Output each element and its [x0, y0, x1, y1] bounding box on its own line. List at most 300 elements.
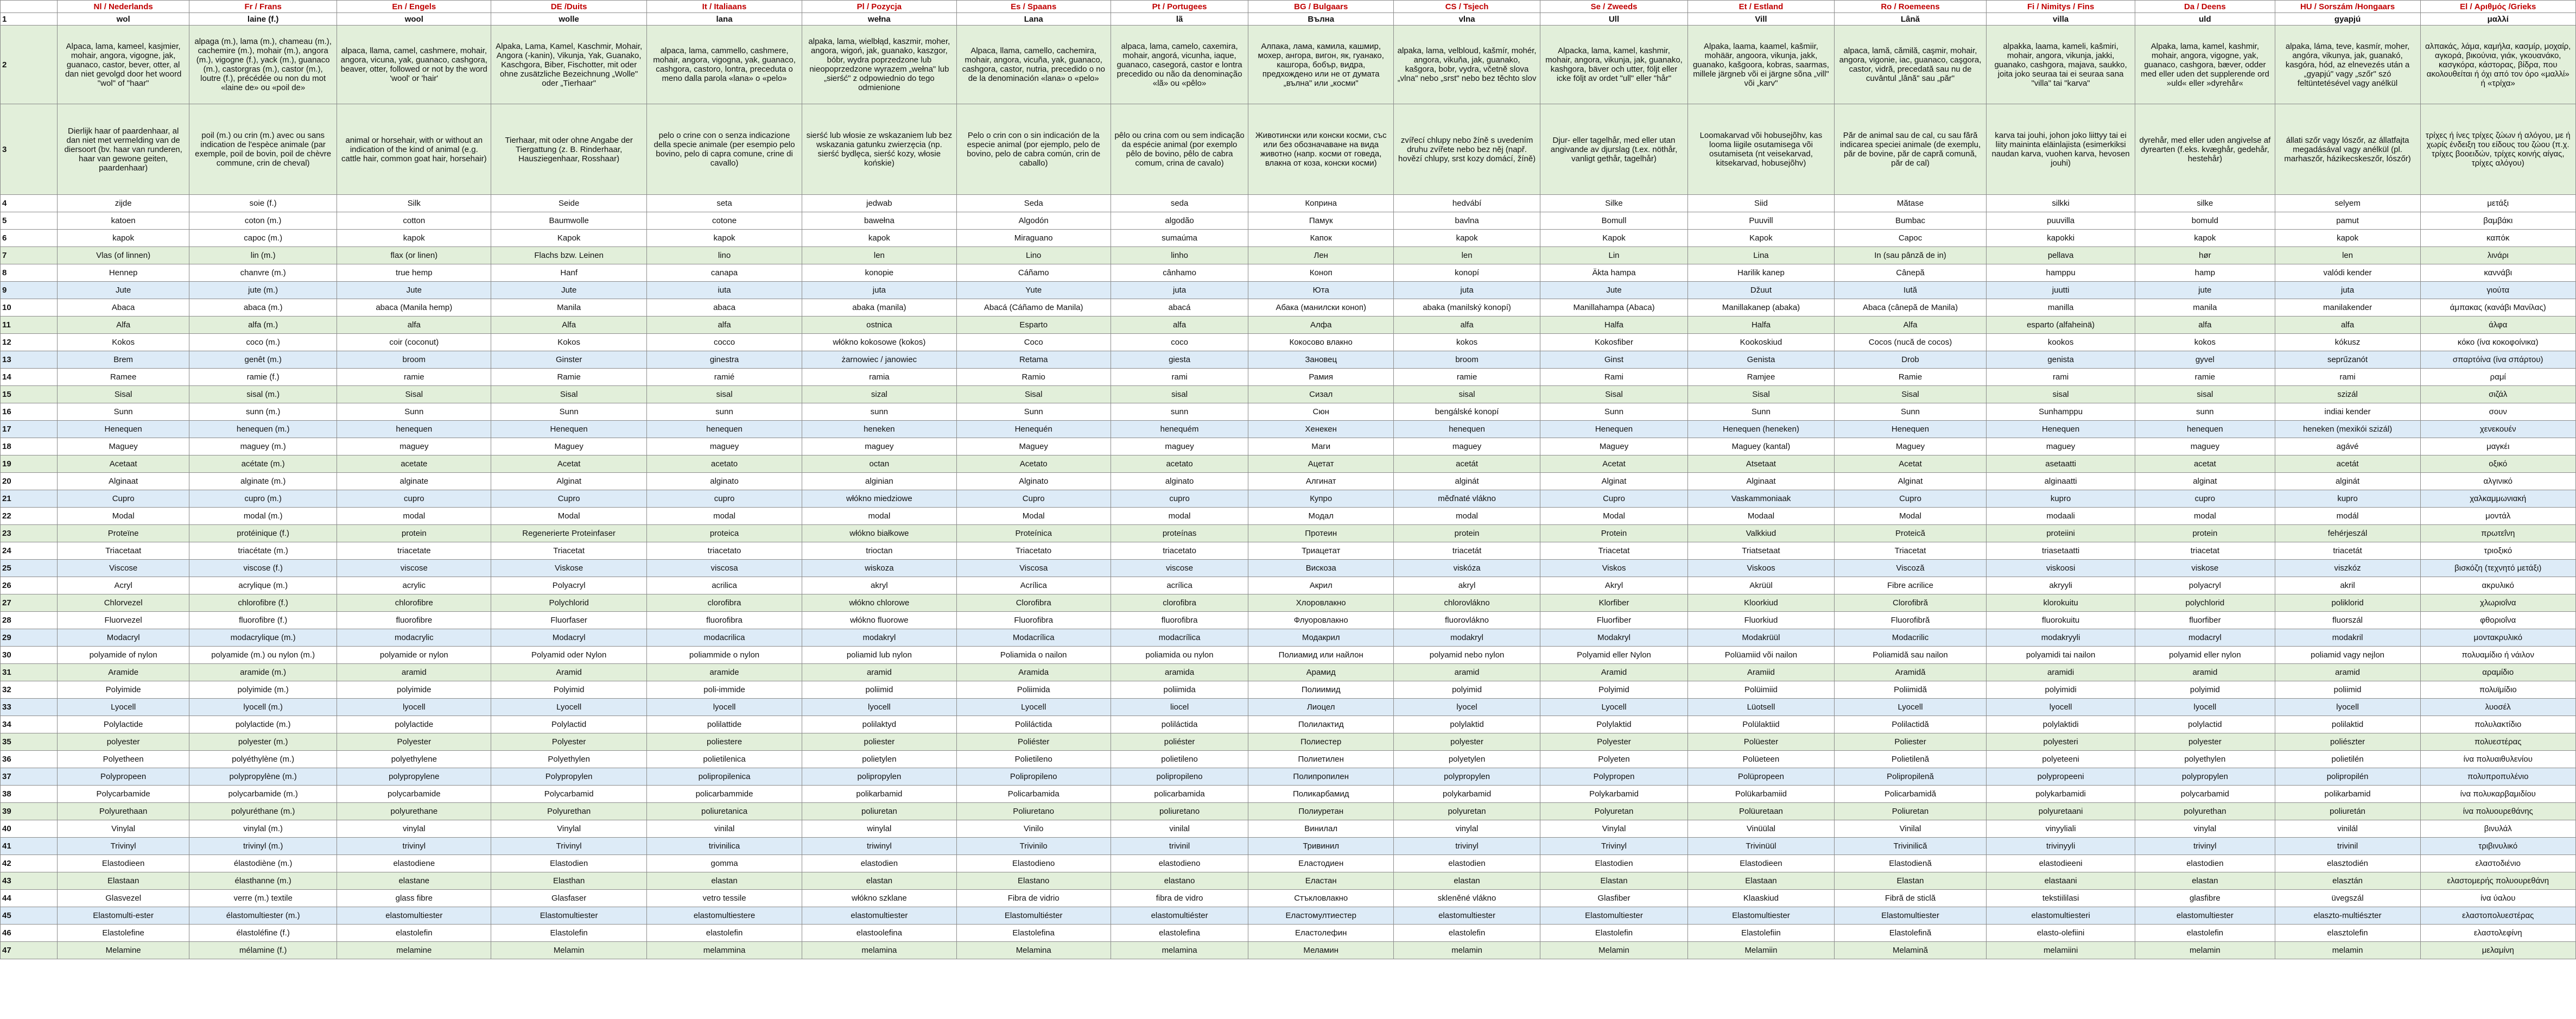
table-cell[interactable]: elastan	[646, 872, 802, 890]
table-cell[interactable]: lyocel	[1394, 699, 1540, 716]
table-cell[interactable]: Jute	[58, 282, 189, 299]
table-cell[interactable]: aramid	[2275, 664, 2420, 681]
table-cell[interactable]: Modal	[1540, 508, 1688, 525]
table-cell[interactable]: Polyester	[337, 733, 491, 751]
table-cell[interactable]: Полиимид	[1248, 681, 1394, 699]
table-cell[interactable]: modal	[1394, 508, 1540, 525]
table-cell[interactable]: Alfa	[1834, 317, 1986, 334]
table-cell[interactable]: Alpaka, lama, kamel, kashmir, mohair, angora, vigogne, yak, guanaco, cashgora, bæver, odder med eller uden det supplerende ord »uld« eller »dyrehår«	[2135, 26, 2275, 104]
table-cell[interactable]: Fluorkiud	[1688, 612, 1835, 629]
table-cell[interactable]: elastomultiester	[1394, 907, 1540, 925]
table-cell[interactable]: soie (f.)	[189, 195, 337, 212]
table-cell[interactable]: polilattide	[646, 716, 802, 733]
table-cell[interactable]: triasetaatti	[1987, 542, 2135, 560]
table-cell[interactable]: aramid	[1394, 664, 1540, 681]
table-cell[interactable]: poliuretán	[2275, 803, 2420, 820]
table-cell[interactable]: Sunn	[1688, 403, 1835, 421]
table-cell[interactable]: kupro	[2275, 490, 2420, 508]
table-cell[interactable]: konopí	[1394, 264, 1540, 282]
table-cell[interactable]: winylal	[802, 820, 956, 838]
table-cell[interactable]: agávé	[2275, 438, 2420, 455]
row-number-cell[interactable]: 33	[1, 699, 58, 716]
table-cell[interactable]: polietylen	[802, 751, 956, 768]
table-cell[interactable]: coco (m.)	[189, 334, 337, 351]
table-cell[interactable]: wolle	[491, 13, 646, 26]
table-cell[interactable]: Ull	[1540, 13, 1688, 26]
table-cell[interactable]: kookos	[1987, 334, 2135, 351]
table-cell[interactable]: skleněné vlákno	[1394, 890, 1540, 907]
table-cell[interactable]: Polycarbamide	[58, 786, 189, 803]
table-cell[interactable]: Kapok	[1540, 230, 1688, 247]
table-cell[interactable]: modakril	[2275, 629, 2420, 647]
table-cell[interactable]: Aramid	[491, 664, 646, 681]
table-cell[interactable]: modal	[2135, 508, 2275, 525]
table-cell[interactable]: πολυλακτίδιο	[2420, 716, 2576, 733]
table-cell[interactable]: polyamid eller nylon	[2135, 647, 2275, 664]
row-number-cell[interactable]: 44	[1, 890, 58, 907]
table-cell[interactable]: kapok	[58, 230, 189, 247]
table-cell[interactable]: poliimid	[2275, 681, 2420, 699]
table-cell[interactable]: poliuretano	[1111, 803, 1248, 820]
table-cell[interactable]: pamut	[2275, 212, 2420, 230]
table-cell[interactable]: τριοξικό	[2420, 542, 2576, 560]
table-cell[interactable]: Capoc	[1834, 230, 1986, 247]
table-cell[interactable]: polycarbamide (m.)	[189, 786, 337, 803]
table-cell[interactable]: polyester	[2135, 733, 2275, 751]
table-cell[interactable]: Clorofibra	[956, 594, 1111, 612]
table-cell[interactable]: Polyurethan	[491, 803, 646, 820]
table-cell[interactable]: acetato	[1111, 455, 1248, 473]
table-cell[interactable]: Polyimide	[58, 681, 189, 699]
table-cell[interactable]: Polipropileno	[956, 768, 1111, 786]
table-cell[interactable]: Protein	[1540, 525, 1688, 542]
table-cell[interactable]: sisal	[1111, 386, 1248, 403]
table-cell[interactable]: proteica	[646, 525, 802, 542]
row-number-header[interactable]	[1, 1, 58, 13]
table-cell[interactable]: Alpaka, laama, kaamel, kašmiir, mohäär, angoora, vikunja, jakk, guanako, kašgoora, kobras, saarmas, millele järgneb või ei järgne sõna „vill" või „karv"	[1688, 26, 1835, 104]
table-cell[interactable]: Sisal	[956, 386, 1111, 403]
table-cell[interactable]: coco	[1111, 334, 1248, 351]
table-cell[interactable]: Polülaktiid	[1688, 716, 1835, 733]
table-cell[interactable]: elastodien	[802, 855, 956, 872]
table-cell[interactable]: Seda	[956, 195, 1111, 212]
table-cell[interactable]: vinilal	[1111, 820, 1248, 838]
table-cell[interactable]: Bomull	[1540, 212, 1688, 230]
table-cell[interactable]: lyocell (m.)	[189, 699, 337, 716]
table-cell[interactable]: Äkta hampa	[1540, 264, 1688, 282]
table-cell[interactable]: Lyocell	[491, 699, 646, 716]
table-cell[interactable]: maguey	[802, 438, 956, 455]
table-cell[interactable]: heneken (mexikói szizál)	[2275, 421, 2420, 438]
table-cell[interactable]: poliamid vagy nejlon	[2275, 647, 2420, 664]
table-cell[interactable]: acetát	[1394, 455, 1540, 473]
table-cell[interactable]: vinylal (m.)	[189, 820, 337, 838]
table-cell[interactable]: Elastolefină	[1834, 925, 1986, 942]
table-cell[interactable]: puuvilla	[1987, 212, 2135, 230]
table-cell[interactable]: ramie (f.)	[189, 369, 337, 386]
table-cell[interactable]: Sisal	[1834, 386, 1986, 403]
table-cell[interactable]: Alfa	[491, 317, 646, 334]
table-cell[interactable]: Cáñamo	[956, 264, 1111, 282]
table-cell[interactable]: Harilik kanep	[1688, 264, 1835, 282]
table-cell[interactable]: polyester	[1394, 733, 1540, 751]
table-cell[interactable]: trivinyl (m.)	[189, 838, 337, 855]
table-cell[interactable]: Ramjee	[1688, 369, 1835, 386]
table-cell[interactable]: Henequen	[1987, 421, 2135, 438]
table-cell[interactable]: Алпака, лама, камила, кашмир, мохер, ангора, вигон, як, гуанако, кашгора, бобър, видра, предхождено или не от думата „вълна" или „косми"	[1248, 26, 1394, 104]
table-cell[interactable]: Trivinyl	[491, 838, 646, 855]
table-cell[interactable]: ostnica	[802, 317, 956, 334]
table-cell[interactable]: Fibre acrilice	[1834, 577, 1986, 594]
table-cell[interactable]: aramide	[646, 664, 802, 681]
table-cell[interactable]: elastano	[1111, 872, 1248, 890]
table-cell[interactable]: kokos	[1394, 334, 1540, 351]
table-cell[interactable]: Коноп	[1248, 264, 1394, 282]
table-cell[interactable]: elastan	[1394, 872, 1540, 890]
table-cell[interactable]: Lina	[1688, 247, 1835, 264]
table-cell[interactable]: polietilén	[2275, 751, 2420, 768]
table-cell[interactable]: protein	[337, 525, 491, 542]
table-cell[interactable]: Ramee	[58, 369, 189, 386]
table-cell[interactable]: akryl	[802, 577, 956, 594]
table-cell[interactable]: alfa	[337, 317, 491, 334]
language-header-5[interactable]: It / Italiaans	[646, 1, 802, 13]
table-cell[interactable]: Melamin	[1540, 942, 1688, 959]
row-number-cell[interactable]: 21	[1, 490, 58, 508]
table-cell[interactable]: acetato	[646, 455, 802, 473]
row-number-cell[interactable]: 13	[1, 351, 58, 369]
table-cell[interactable]: μετάξι	[2420, 195, 2576, 212]
table-cell[interactable]: Trivinilo	[956, 838, 1111, 855]
table-cell[interactable]: cupro	[646, 490, 802, 508]
table-cell[interactable]: élasthanne (m.)	[189, 872, 337, 890]
table-cell[interactable]: capoc (m.)	[189, 230, 337, 247]
table-cell[interactable]: Lyocell	[956, 699, 1111, 716]
table-cell[interactable]: elastolefin	[1394, 925, 1540, 942]
table-cell[interactable]: Sunhamppu	[1987, 403, 2135, 421]
table-cell[interactable]: Cupro	[1834, 490, 1986, 508]
table-cell[interactable]: Модакрил	[1248, 629, 1394, 647]
table-cell[interactable]: lyocell	[646, 699, 802, 716]
table-cell[interactable]: kapokki	[1987, 230, 2135, 247]
table-cell[interactable]: Melamina	[956, 942, 1111, 959]
table-cell[interactable]: trivinyl	[1394, 838, 1540, 855]
table-cell[interactable]: Sisal	[58, 386, 189, 403]
table-cell[interactable]: Elastolefiin	[1688, 925, 1835, 942]
table-cell[interactable]: Лен	[1248, 247, 1394, 264]
table-cell[interactable]: Abacá (Cáñamo de Manila)	[956, 299, 1111, 317]
table-cell[interactable]: Elastolefin	[491, 925, 646, 942]
table-cell[interactable]: viskose	[2135, 560, 2275, 577]
table-cell[interactable]: manila	[2135, 299, 2275, 317]
table-cell[interactable]: Polüeteen	[1688, 751, 1835, 768]
table-cell[interactable]: Elastano	[956, 872, 1111, 890]
table-cell[interactable]: Viscose	[58, 560, 189, 577]
table-cell[interactable]: modacrilica	[646, 629, 802, 647]
table-cell[interactable]: trivinil	[1111, 838, 1248, 855]
table-cell[interactable]: Acrílica	[956, 577, 1111, 594]
table-cell[interactable]: laine (f.)	[189, 13, 337, 26]
table-cell[interactable]: Sisal	[337, 386, 491, 403]
table-cell[interactable]: Maguey	[58, 438, 189, 455]
table-cell[interactable]: Kapok	[491, 230, 646, 247]
table-cell[interactable]: καννάβι	[2420, 264, 2576, 282]
table-cell[interactable]: Manillakanep (abaka)	[1688, 299, 1835, 317]
table-cell[interactable]: sisal (m.)	[189, 386, 337, 403]
table-cell[interactable]: kapok	[646, 230, 802, 247]
table-cell[interactable]: állati szőr vagy lószőr, az állatfajta megadásával vagy anélkül (pl. marhaszőr, házikecskeszőr, lószőr)	[2275, 104, 2420, 195]
table-cell[interactable]: Poliimidă	[1834, 681, 1986, 699]
table-cell[interactable]: poliamida ou nylon	[1111, 647, 1248, 664]
table-cell[interactable]: viscose	[1111, 560, 1248, 577]
table-cell[interactable]: elastomultiéster	[1111, 907, 1248, 925]
table-cell[interactable]: polipropylen	[802, 768, 956, 786]
table-cell[interactable]: polylactide (m.)	[189, 716, 337, 733]
table-cell[interactable]: Yute	[956, 282, 1111, 299]
table-cell[interactable]: Elastan	[1834, 872, 1986, 890]
table-cell[interactable]: alginian	[802, 473, 956, 490]
table-cell[interactable]: Еластан	[1248, 872, 1394, 890]
table-cell[interactable]: Păr de animal sau de cal, cu sau fără indicarea speciei animale (de exemplu, păr de bovine, păr de capră comună, păr de cal)	[1834, 104, 1986, 195]
table-cell[interactable]: Aramidă	[1834, 664, 1986, 681]
table-cell[interactable]: Sisal	[1540, 386, 1688, 403]
table-cell[interactable]: μοντάλ	[2420, 508, 2576, 525]
table-cell[interactable]: Ramio	[956, 369, 1111, 386]
table-cell[interactable]: ελαστοπολυεστέρας	[2420, 907, 2576, 925]
table-cell[interactable]: wool	[337, 13, 491, 26]
table-cell[interactable]: włókno fluorowe	[802, 612, 956, 629]
table-cell[interactable]: heneken	[802, 421, 956, 438]
table-cell[interactable]: Melamine	[58, 942, 189, 959]
table-cell[interactable]: Aramid	[1540, 664, 1688, 681]
table-cell[interactable]: len	[1394, 247, 1540, 264]
table-cell[interactable]: sunn	[2135, 403, 2275, 421]
table-cell[interactable]: polyamide (m.) ou nylon (m.)	[189, 647, 337, 664]
table-cell[interactable]: akril	[2275, 577, 2420, 594]
language-header-12[interactable]: Et / Estland	[1688, 1, 1835, 13]
table-cell[interactable]: modál	[2275, 508, 2420, 525]
table-cell[interactable]: triacetato	[1111, 542, 1248, 560]
table-cell[interactable]: alpaka, lama, wielbłąd, kaszmir, moher, angora, wigoń, jak, guanako, kaszgor, bóbr, wydra poprzedzone lub nieopoprzedzone wyrazem „wełna" lub „sierść" z odpowiednio do tego odmienione	[802, 26, 956, 104]
table-cell[interactable]: polyimid	[1394, 681, 1540, 699]
table-cell[interactable]: villa	[1987, 13, 2135, 26]
table-cell[interactable]: Jute	[337, 282, 491, 299]
table-cell[interactable]: fluorofibre	[337, 612, 491, 629]
table-cell[interactable]: poliamid lub nylon	[802, 647, 956, 664]
table-cell[interactable]: Abaca	[58, 299, 189, 317]
table-cell[interactable]: melamiini	[1987, 942, 2135, 959]
language-header-3[interactable]: En / Engels	[337, 1, 491, 13]
table-cell[interactable]: polykarbamidi	[1987, 786, 2135, 803]
table-cell[interactable]: polikarbamid	[802, 786, 956, 803]
table-cell[interactable]: γιούτα	[2420, 282, 2576, 299]
table-cell[interactable]: Ramie	[491, 369, 646, 386]
table-cell[interactable]: ramié	[646, 369, 802, 386]
table-cell[interactable]: ακρυλικό	[2420, 577, 2576, 594]
table-cell[interactable]: Modakryl	[1540, 629, 1688, 647]
table-cell[interactable]: polilaktid	[2275, 716, 2420, 733]
table-cell[interactable]: Cupro	[58, 490, 189, 508]
table-cell[interactable]: elastomultiester	[337, 907, 491, 925]
table-cell[interactable]: Aramide	[58, 664, 189, 681]
table-cell[interactable]: fehérjeszál	[2275, 525, 2420, 542]
table-cell[interactable]: protein	[2135, 525, 2275, 542]
table-cell[interactable]: cocco	[646, 334, 802, 351]
table-cell[interactable]: hamppu	[1987, 264, 2135, 282]
table-cell[interactable]: Lüotsell	[1688, 699, 1835, 716]
language-header-13[interactable]: Ro / Roemeens	[1834, 1, 1986, 13]
table-cell[interactable]: Elastodieen	[1688, 855, 1835, 872]
table-cell[interactable]: szizál	[2275, 386, 2420, 403]
table-cell[interactable]: rami	[1111, 369, 1248, 386]
table-cell[interactable]: sunn	[646, 403, 802, 421]
table-cell[interactable]: άλφα	[2420, 317, 2576, 334]
table-cell[interactable]: Polychlorid	[491, 594, 646, 612]
table-cell[interactable]: aramid	[2135, 664, 2275, 681]
table-cell[interactable]: vinylal	[1394, 820, 1540, 838]
table-cell[interactable]: aramida	[1111, 664, 1248, 681]
table-cell[interactable]: true hemp	[337, 264, 491, 282]
table-cell[interactable]: Triatsetaat	[1688, 542, 1835, 560]
table-cell[interactable]: lyocell	[1987, 699, 2135, 716]
table-cell[interactable]: Купро	[1248, 490, 1394, 508]
table-cell[interactable]: glass fibre	[337, 890, 491, 907]
table-cell[interactable]: Cupro	[491, 490, 646, 508]
table-cell[interactable]: octan	[802, 455, 956, 473]
table-cell[interactable]: Polylactid	[491, 716, 646, 733]
table-cell[interactable]: In (sau pânză de in)	[1834, 247, 1986, 264]
table-cell[interactable]: clorofibra	[1111, 594, 1248, 612]
table-cell[interactable]: Polyethylen	[491, 751, 646, 768]
table-cell[interactable]: Абака (манилски коноп)	[1248, 299, 1394, 317]
row-number-cell[interactable]: 19	[1, 455, 58, 473]
table-cell[interactable]: Polycarbamid	[491, 786, 646, 803]
table-cell[interactable]: Polüester	[1688, 733, 1835, 751]
table-cell[interactable]: policarbammide	[646, 786, 802, 803]
table-cell[interactable]: fluorszál	[2275, 612, 2420, 629]
table-cell[interactable]: Glasvezel	[58, 890, 189, 907]
table-cell[interactable]: verre (m.) textile	[189, 890, 337, 907]
table-cell[interactable]: sierść lub włosie ze wskazaniem lub bez wskazania gatunku zwierzęcia (np. sierść bydlęca, sierść kozy, włosie końskie)	[802, 104, 956, 195]
table-cell[interactable]: Seide	[491, 195, 646, 212]
row-number-cell[interactable]: 29	[1, 629, 58, 647]
table-cell[interactable]: élastomultiester (m.)	[189, 907, 337, 925]
table-cell[interactable]: abaka (manilský konopí)	[1394, 299, 1540, 317]
table-cell[interactable]: fluorfiber	[2135, 612, 2275, 629]
table-cell[interactable]: polietilenica	[646, 751, 802, 768]
table-cell[interactable]: Elastan	[1540, 872, 1688, 890]
table-cell[interactable]: Polietileno	[956, 751, 1111, 768]
table-cell[interactable]: Polyuretan	[1540, 803, 1688, 820]
table-cell[interactable]: Cupro	[1540, 490, 1688, 508]
table-cell[interactable]: dyrehår, med eller uden angivelse af dyrearten (f.eks. kvæghår, gedehår, hestehår)	[2135, 104, 2275, 195]
table-cell[interactable]: βινυλάλ	[2420, 820, 2576, 838]
table-cell[interactable]: Melamiin	[1688, 942, 1835, 959]
table-cell[interactable]: Триацетат	[1248, 542, 1394, 560]
table-cell[interactable]: Коприна	[1248, 195, 1394, 212]
table-cell[interactable]: acrilica	[646, 577, 802, 594]
table-cell[interactable]: Melamin	[491, 942, 646, 959]
table-cell[interactable]: henequen	[337, 421, 491, 438]
table-cell[interactable]: Modacryl	[58, 629, 189, 647]
table-cell[interactable]: melamin	[2135, 942, 2275, 959]
table-cell[interactable]: zvířecí chlupy nebo žíně s uvedením druhu zvířete nebo bez něj (např. hovězí chlupy, srst kozy domácí, žíně)	[1394, 104, 1540, 195]
table-cell[interactable]: clorofibra	[646, 594, 802, 612]
table-cell[interactable]: Maguey	[1540, 438, 1688, 455]
table-cell[interactable]: selyem	[2275, 195, 2420, 212]
table-cell[interactable]: Polyurethaan	[58, 803, 189, 820]
table-cell[interactable]: polipropilenica	[646, 768, 802, 786]
table-cell[interactable]: Cupro	[956, 490, 1111, 508]
table-cell[interactable]: Polyester	[491, 733, 646, 751]
language-header-11[interactable]: Se / Zweeds	[1540, 1, 1688, 13]
table-cell[interactable]: Miraguano	[956, 230, 1111, 247]
table-cell[interactable]: włókno kokosowe (kokos)	[802, 334, 956, 351]
table-cell[interactable]: Маги	[1248, 438, 1394, 455]
table-cell[interactable]: Djur- eller tagelhår, med eller utan angivande av djurslag (t.ex. nöthår, vanligt gethår, tagelhår)	[1540, 104, 1688, 195]
table-cell[interactable]: chlorofibre	[337, 594, 491, 612]
table-cell[interactable]: Poliester	[1834, 733, 1986, 751]
table-cell[interactable]: alpakka, laama, kameli, kašmiri, mohair, angora, vikunja, jakki, guanako, cashgora, majava, saukko, joita joko seuraa tai ei seuraa sana "villa" tai "karva"	[1987, 26, 2135, 104]
table-cell[interactable]: coton (m.)	[189, 212, 337, 230]
table-cell[interactable]: alpaca, lama, camelo, caxemira, mohair, angorá, vicunha, iaque, guanaco, casegorá, castor e lontra precedido ou não da denominação «lã» ou «pêlo»	[1111, 26, 1248, 104]
table-cell[interactable]: Elastaan	[1688, 872, 1835, 890]
table-cell[interactable]: Sunn	[58, 403, 189, 421]
table-cell[interactable]: sumaúma	[1111, 230, 1248, 247]
table-cell[interactable]: Lana	[956, 13, 1111, 26]
table-cell[interactable]: Viskose	[491, 560, 646, 577]
table-cell[interactable]: Elastodien	[491, 855, 646, 872]
table-cell[interactable]: polypropylen	[2135, 768, 2275, 786]
table-cell[interactable]: alginate (m.)	[189, 473, 337, 490]
table-cell[interactable]: trivinyl	[2135, 838, 2275, 855]
table-cell[interactable]: acetate	[337, 455, 491, 473]
table-cell[interactable]: αλπακάς, λάμα, καμήλα, κασμίρ, μοχαίρ, αγκορά, βικούνια, γιάκ, γκουανάκο, κασγκόρα, κάστορας, βίδρα, που ακολουθείται ή όχι από τον όρο «μαλλί» ή «τρίχα»	[2420, 26, 2576, 104]
table-cell[interactable]: poli-immide	[646, 681, 802, 699]
table-cell[interactable]: Lyocell	[1834, 699, 1986, 716]
table-cell[interactable]: akryl	[1394, 577, 1540, 594]
table-cell[interactable]: Regenerierte Proteinfaser	[491, 525, 646, 542]
table-cell[interactable]: Fluorfiber	[1540, 612, 1688, 629]
table-cell[interactable]: Manila	[491, 299, 646, 317]
table-cell[interactable]: Dierlijk haar of paardenhaar, al dan niet met vermelding van de diersoort (bv. haar van runderen, haar van gewone geiten, paardenhaar)	[58, 104, 189, 195]
table-cell[interactable]: Esparto	[956, 317, 1111, 334]
table-cell[interactable]: sisal	[1987, 386, 2135, 403]
table-cell[interactable]: liocel	[1111, 699, 1248, 716]
table-cell[interactable]: karva tai jouhi, johon joko liittyy tai ei liity maininta eläinlajista (esimerkiksi naudan karva, vuohen karva, hevosen jouhi)	[1987, 104, 2135, 195]
table-cell[interactable]: Kookoskiud	[1688, 334, 1835, 351]
table-cell[interactable]: lyocell	[802, 699, 956, 716]
table-cell[interactable]: σιζάλ	[2420, 386, 2576, 403]
table-cell[interactable]: ramie	[337, 369, 491, 386]
table-cell[interactable]: cupro	[337, 490, 491, 508]
table-cell[interactable]: Vinylal	[58, 820, 189, 838]
table-cell[interactable]: bavlna	[1394, 212, 1540, 230]
table-cell[interactable]: Hennep	[58, 264, 189, 282]
row-number-cell[interactable]: 41	[1, 838, 58, 855]
table-cell[interactable]: Lin	[1540, 247, 1688, 264]
table-cell[interactable]: poliészter	[2275, 733, 2420, 751]
table-cell[interactable]: fluorofibre (f.)	[189, 612, 337, 629]
table-cell[interactable]: modakryl	[1394, 629, 1540, 647]
table-cell[interactable]: polyacryl	[2135, 577, 2275, 594]
table-cell[interactable]: Fluorofibră	[1834, 612, 1986, 629]
table-cell[interactable]: trivinyl	[337, 838, 491, 855]
row-number-cell[interactable]: 23	[1, 525, 58, 542]
table-cell[interactable]: Alginaat	[58, 473, 189, 490]
table-cell[interactable]: henequen	[646, 421, 802, 438]
table-cell[interactable]: włókno szklane	[802, 890, 956, 907]
